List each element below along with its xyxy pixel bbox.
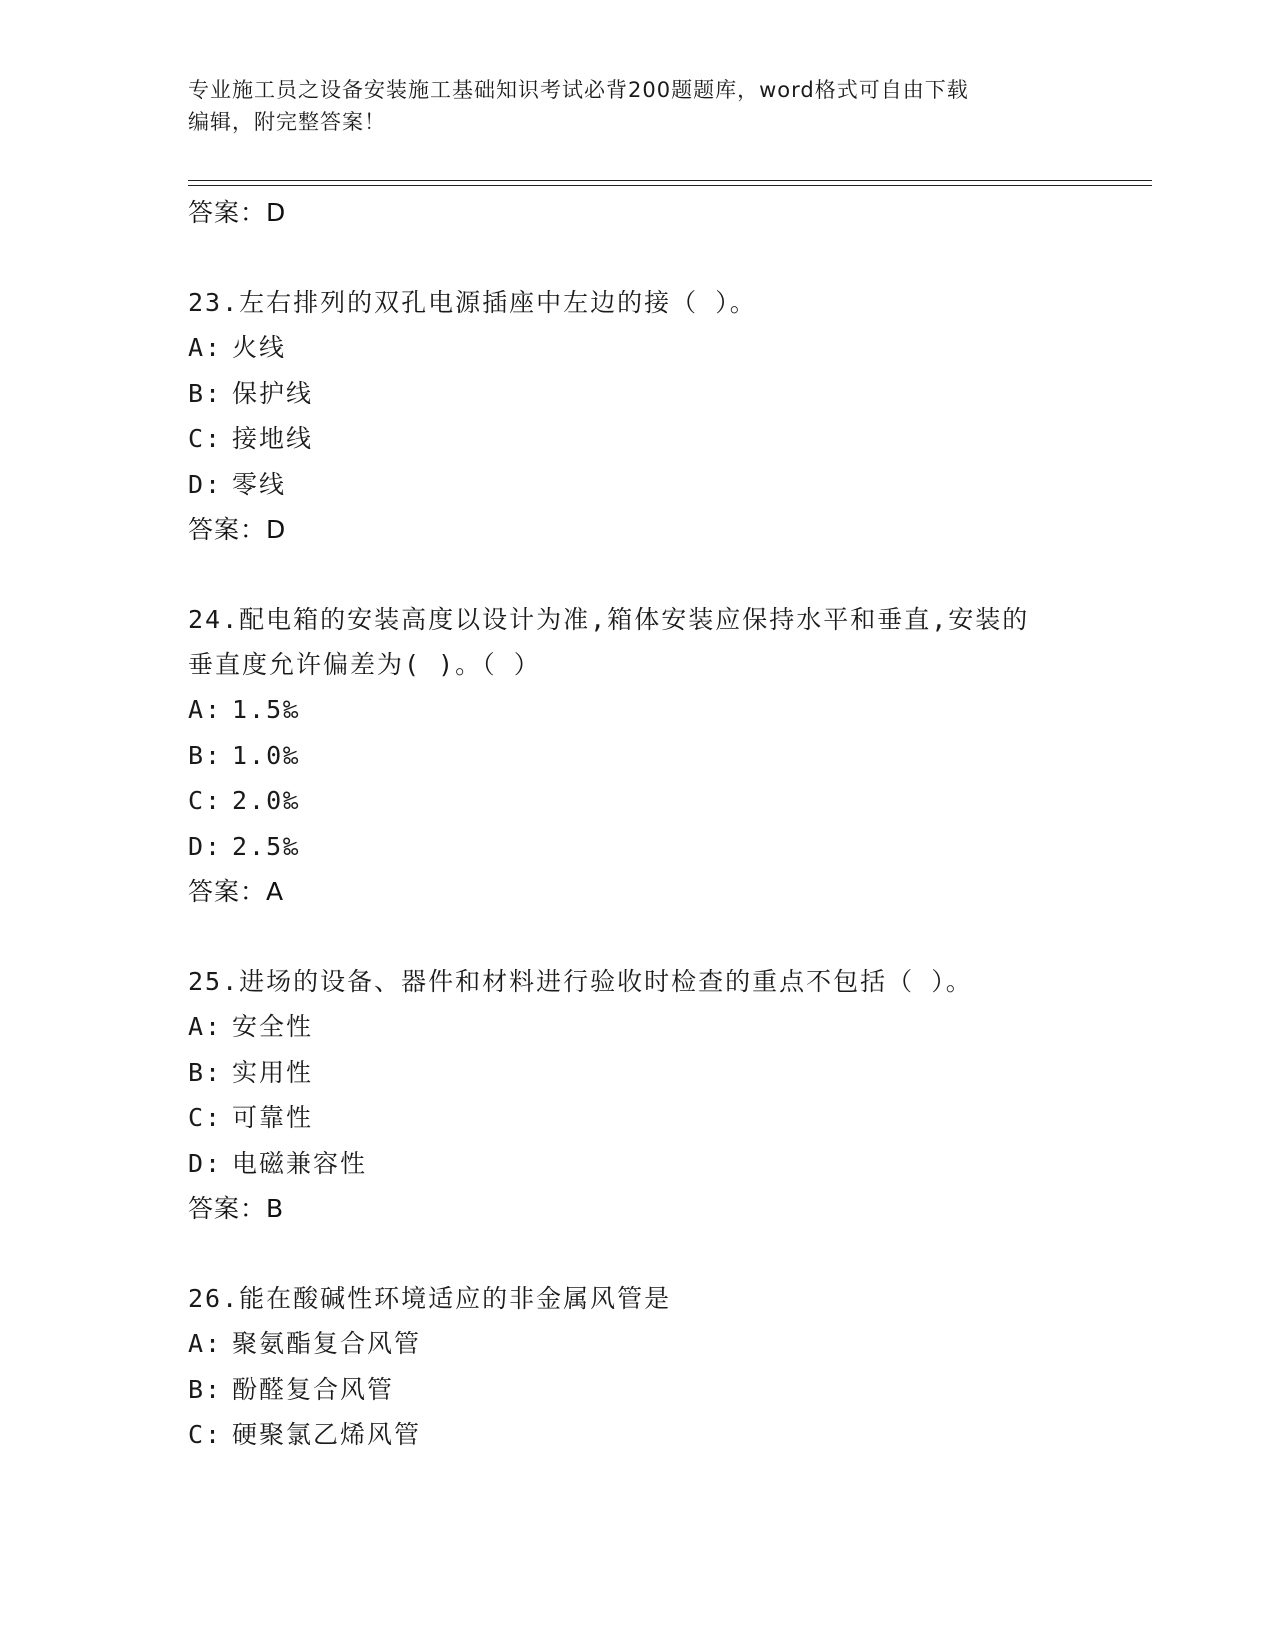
question-23: [188, 280, 1152, 553]
option-key: A:: [188, 695, 223, 724]
option-text: 火线: [232, 333, 287, 362]
option-c: [188, 1412, 1152, 1458]
option-d: [188, 462, 1152, 508]
option-c: [188, 1095, 1152, 1141]
option-a: [188, 687, 1152, 733]
header-divider-top: [188, 180, 1152, 181]
option-text: 电磁兼容性: [232, 1148, 368, 1178]
option-a: [188, 1004, 1152, 1050]
header-title-line-1: 专业施工员之设备安装施工基础知识考试必背200题题库，word格式可自由下载: [188, 78, 969, 102]
option-key: A:: [188, 333, 223, 362]
question-text-continued: 垂直度允许偏差为( )。（ ）: [188, 650, 541, 679]
question-answer: 答案：B: [188, 1194, 285, 1223]
option-text: 1.5‰: [232, 695, 301, 724]
option-b: [188, 1050, 1152, 1096]
option-key: A:: [188, 1329, 223, 1358]
option-text: 安全性: [232, 1012, 314, 1041]
header-divider-bottom: [188, 185, 1152, 186]
option-b: [188, 1367, 1152, 1413]
question-text: 25.进场的设备、器件和材料进行验收时检查的重点不包括（ ）。: [188, 967, 973, 996]
option-key: B:: [188, 1057, 223, 1087]
document-header: [188, 74, 1068, 138]
option-text: 可靠性: [232, 1103, 314, 1132]
header-title-line-2: 编辑，附完整答案！: [188, 110, 386, 134]
option-d: [188, 824, 1152, 870]
option-text: 酚醛复合风管: [232, 1374, 395, 1404]
option-text: 零线: [232, 469, 287, 499]
option-key: D:: [188, 1148, 223, 1178]
option-text: 2.5‰: [232, 831, 301, 861]
question-text: 23.左右排列的双孔电源插座中左边的接（ ）。: [188, 288, 757, 317]
option-key: C:: [188, 1103, 223, 1132]
option-key: B:: [188, 1374, 223, 1404]
option-b: [188, 733, 1152, 779]
question-answer: 答案：D: [188, 515, 287, 544]
option-a: [188, 325, 1152, 371]
question-list: [188, 190, 1152, 1458]
option-text: 1.0‰: [232, 740, 301, 770]
option-key: C:: [188, 424, 223, 453]
option-c: [188, 416, 1152, 462]
option-a: [188, 1321, 1152, 1367]
question-text: 26.能在酸碱性环境适应的非金属风管是: [188, 1284, 672, 1313]
option-key: D:: [188, 831, 223, 861]
option-key: D:: [188, 469, 223, 499]
question-text: 24.配电箱的安装高度以设计为准,箱体安装应保持水平和垂直,安装的: [188, 605, 1030, 634]
option-key: B:: [188, 740, 223, 770]
option-key: B:: [188, 378, 223, 408]
option-key: A:: [188, 1012, 223, 1041]
option-text: 2.0‰: [232, 786, 301, 815]
question-26: [188, 1276, 1152, 1458]
option-c: [188, 778, 1152, 824]
option-key: C:: [188, 1420, 223, 1449]
previous-answer: 答案：D: [188, 198, 287, 227]
question-24: [188, 597, 1152, 915]
option-text: 保护线: [232, 378, 314, 408]
option-text: 实用性: [232, 1057, 314, 1087]
option-text: 接地线: [232, 424, 314, 453]
option-b: [188, 371, 1152, 417]
option-d: [188, 1141, 1152, 1187]
option-key: C:: [188, 786, 223, 815]
option-text: 聚氨酯复合风管: [232, 1329, 422, 1358]
question-25: [188, 959, 1152, 1232]
question-answer: 答案：A: [188, 877, 285, 906]
option-text: 硬聚氯乙烯风管: [232, 1420, 422, 1449]
